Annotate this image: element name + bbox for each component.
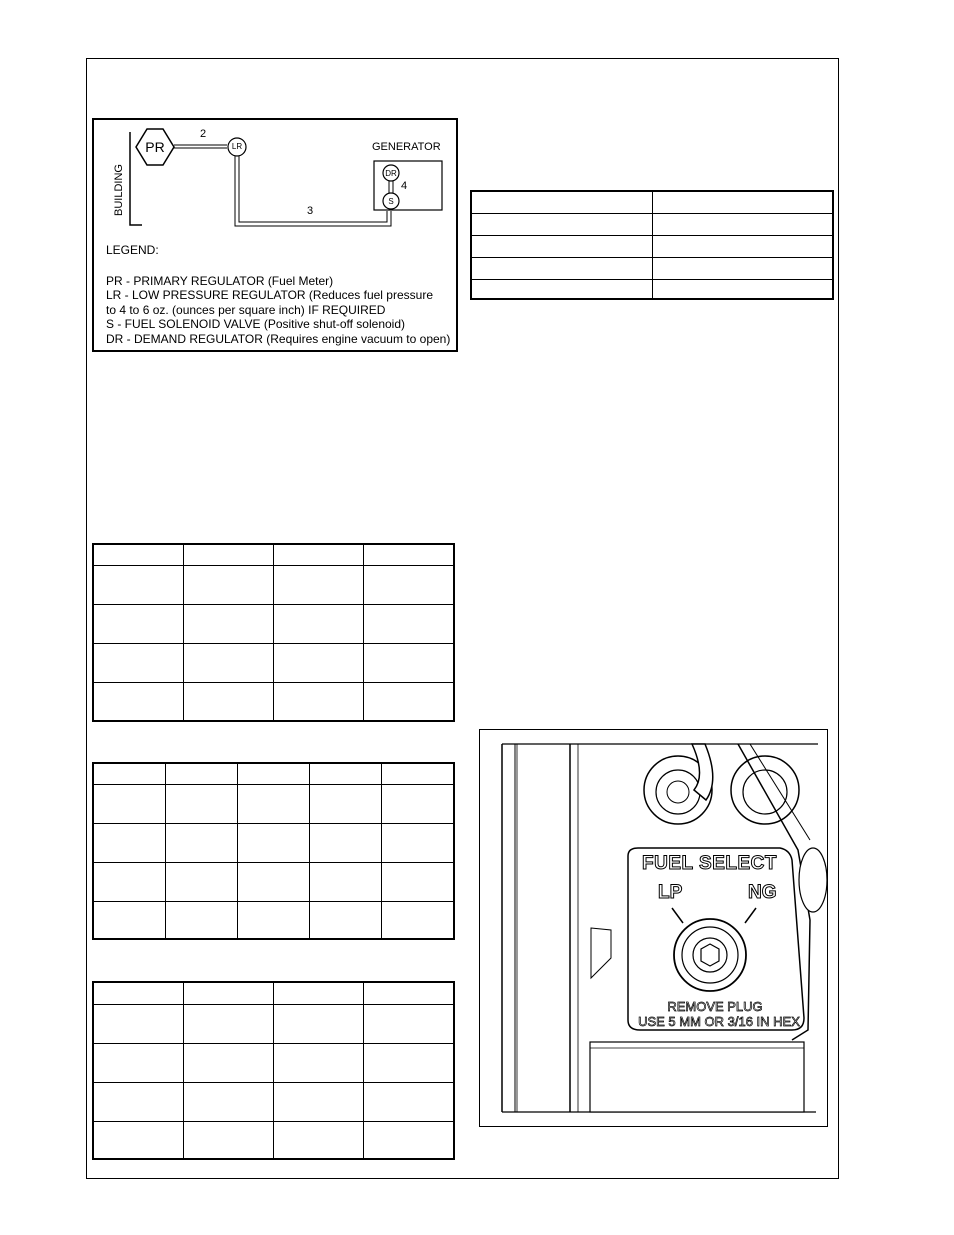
- table-cell: [93, 544, 183, 565]
- legend-item-dr: DR - DEMAND REGULATOR (Requires engine vacuum to open): [106, 331, 451, 346]
- table-cell: [93, 763, 165, 784]
- table-cell: [93, 1004, 183, 1043]
- lr-label: LR: [231, 142, 243, 151]
- table-cell: [310, 784, 382, 823]
- table-cell: [237, 901, 309, 939]
- table-cell: [183, 604, 273, 643]
- table-cell: [93, 823, 165, 862]
- table-cell: [237, 823, 309, 862]
- table-cell: [274, 1082, 364, 1121]
- table-cell: [471, 235, 652, 257]
- table-cell: [382, 784, 454, 823]
- table-cell: [382, 862, 454, 901]
- table-cell: [364, 643, 454, 682]
- table-cell: [274, 1004, 364, 1043]
- legend-title: LEGEND:: [106, 243, 159, 257]
- lp-label: LP: [658, 882, 683, 903]
- table-cell: [165, 823, 237, 862]
- table-cell: [364, 604, 454, 643]
- table-cell: [310, 901, 382, 939]
- table-cell: [310, 763, 382, 784]
- table-cell: [310, 862, 382, 901]
- table-cell: [93, 682, 183, 721]
- table-cell: [274, 643, 364, 682]
- table-cell: [364, 544, 454, 565]
- table-cell: [165, 763, 237, 784]
- table-cell: [183, 1043, 273, 1082]
- line-4-label: 4: [401, 180, 408, 192]
- table-cell: [165, 862, 237, 901]
- hex-note-label: USE 5 MM OR 3/16 IN HEX: [638, 1014, 800, 1029]
- line-3-label: 3: [307, 205, 314, 217]
- table-cell: [183, 682, 273, 721]
- table-cell: [237, 862, 309, 901]
- table-cell: [382, 823, 454, 862]
- table-cell: [364, 565, 454, 604]
- table-cell: [165, 784, 237, 823]
- table-cell: [237, 763, 309, 784]
- table-cell: [652, 235, 833, 257]
- table-cell: [93, 784, 165, 823]
- table-cell: [471, 257, 652, 279]
- table-cell: [93, 604, 183, 643]
- table-cell: [310, 823, 382, 862]
- building-label: BUILDING: [113, 164, 125, 216]
- right-table: [470, 190, 834, 300]
- table-cell: [274, 1043, 364, 1082]
- fuel-selector-drawing: [480, 730, 827, 1126]
- table-cell: [93, 982, 183, 1004]
- remove-plug-label: REMOVE PLUG: [667, 999, 763, 1014]
- generator-label: GENERATOR: [372, 141, 441, 153]
- table-cell: [471, 213, 652, 235]
- s-label: S: [388, 197, 394, 206]
- table-cell: [93, 862, 165, 901]
- table-cell: [183, 982, 273, 1004]
- diagram-legend: [106, 243, 450, 346]
- table-cell: [364, 682, 454, 721]
- line-2-label: 2: [200, 128, 207, 140]
- table-cell: [93, 643, 183, 682]
- table-cell: [274, 982, 364, 1004]
- ng-label: NG: [748, 882, 777, 903]
- legend-item-lr: LR - LOW PRESSURE REGULATOR (Reduces fuel pressure: [106, 288, 433, 302]
- table-cell: [93, 565, 183, 604]
- table-cell: [274, 604, 364, 643]
- left-table-1: [92, 543, 455, 722]
- table-cell: [652, 279, 833, 299]
- table-cell: [382, 763, 454, 784]
- table-cell: [471, 191, 652, 213]
- table-cell: [183, 565, 273, 604]
- table-cell: [93, 1043, 183, 1082]
- table-cell: [364, 1082, 454, 1121]
- pr-label: PR: [145, 139, 165, 155]
- table-cell: [652, 191, 833, 213]
- dr-label: DR: [385, 169, 397, 178]
- table-cell: [237, 784, 309, 823]
- table-cell: [93, 901, 165, 939]
- legend-item-s: S - FUEL SOLENOID VALVE (Positive shut-off solenoid): [106, 317, 406, 331]
- table-cell: [183, 1004, 273, 1043]
- table-cell: [382, 901, 454, 939]
- table-cell: [183, 544, 273, 565]
- fuel-select-title: FUEL SELECT: [642, 853, 777, 874]
- table-cell: [93, 1121, 183, 1159]
- table-cell: [364, 982, 454, 1004]
- left-table-2: [92, 762, 455, 940]
- table-cell: [652, 257, 833, 279]
- table-cell: [93, 1082, 183, 1121]
- table-cell: [364, 1004, 454, 1043]
- table-cell: [183, 1121, 273, 1159]
- table-cell: [274, 1121, 364, 1159]
- legend-item-pr: PR - PRIMARY REGULATOR (Fuel Meter): [106, 273, 334, 288]
- legend-item-lr-cont: to 4 to 6 oz. (ounces per square inch) IF REQUIRED: [106, 302, 386, 317]
- table-cell: [652, 213, 833, 235]
- fuel-selector-illustration: [479, 729, 828, 1127]
- table-cell: [274, 682, 364, 721]
- table-cell: [364, 1121, 454, 1159]
- table-cell: [364, 1043, 454, 1082]
- table-cell: [183, 643, 273, 682]
- table-cell: [183, 1082, 273, 1121]
- table-cell: [274, 565, 364, 604]
- table-cell: [274, 544, 364, 565]
- table-cell: [471, 279, 652, 299]
- table-cell: [165, 901, 237, 939]
- left-table-3: [92, 981, 455, 1160]
